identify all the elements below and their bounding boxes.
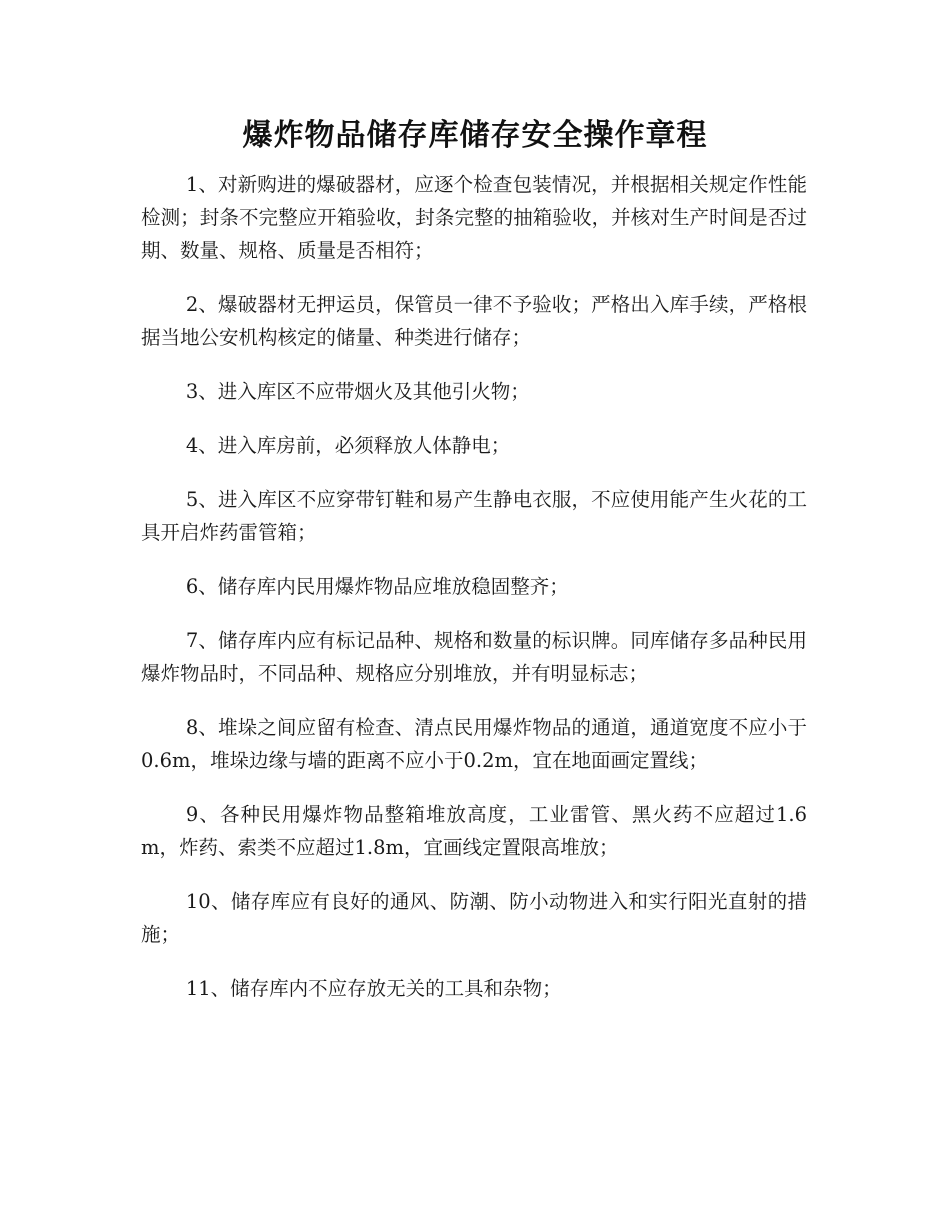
paragraph-7: 7、储存库内应有标记品种、规格和数量的标识牌。同库储存多品种民用爆炸物品时，不同品种、规格应分别堆放，并有明显标志； bbox=[141, 629, 807, 685]
paragraph-1: 1、对新购进的爆破器材，应逐个检查包装情况，并根据相关规定作性能检测；封条不完整应开箱验收，封条完整的抽箱验收，并核对生产时间是否过期、数量、规格、质量是否相符； bbox=[141, 173, 807, 262]
document-body bbox=[141, 168, 807, 1026]
document-title: 爆炸物品储存库储存安全操作章程 bbox=[242, 118, 708, 153]
paragraph-8: 8、堆垛之间应留有检查、清点民用爆炸物品的通道，通道宽度不应小于0.6m，堆垛边缘与墙的距离不应小于0.2m，宜在地面画定置线； bbox=[141, 716, 807, 772]
paragraph-9: 9、各种民用爆炸物品整箱堆放高度，工业雷管、黑火药不应超过1.6m，炸药、索类不应超过1.8m，宜画线定置限高堆放； bbox=[141, 803, 807, 859]
paragraph-4: 4、进入库房前，必须释放人体静电； bbox=[185, 434, 511, 457]
paragraph-10: 10、储存库应有良好的通风、防潮、防小动物进入和实行阳光直射的措施； bbox=[141, 890, 807, 946]
paragraph-6: 6、储存库内民用爆炸物品应堆放稳固整齐； bbox=[185, 575, 569, 598]
paragraph-5: 5、进入库区不应穿带钉鞋和易产生静电衣服，不应使用能产生火花的工具开启炸药雷管箱； bbox=[141, 488, 807, 544]
paragraph-2: 2、爆破器材无押运员，保管员一律不予验收；严格出入库手续，严格根据当地公安机构核定的储量、种类进行储存； bbox=[141, 293, 807, 349]
paragraph-3: 3、进入库区不应带烟火及其他引火物； bbox=[185, 380, 530, 403]
paragraph-11: 11、储存库内不应存放无关的工具和杂物； bbox=[185, 977, 562, 1000]
